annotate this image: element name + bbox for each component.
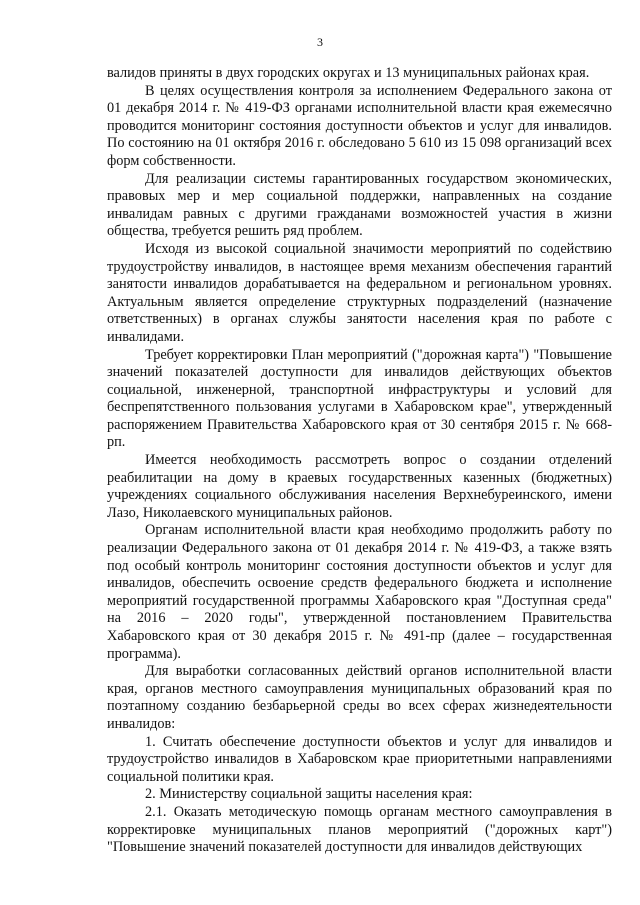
paragraph: 1. Считать обеспечение доступности объектов и услуг для инвалидов и трудоустройство инвалидов в Хабаровском крае приоритетными направлениями социальной политики края.: [107, 733, 612, 785]
paragraph: Требует корректировки План мероприятий ("дорожная карта") "Повышение значений показателей доступности для инвалидов действующих объектов социальной, инженерной, транспортной инфраструктуры и условий для беспрепятственного пользования услугами в Хабаровском крае", утвержденный распоряжением Правительства Хабаровского края от 30 сентября 2015 г. № 668-рп.: [107, 346, 612, 451]
paragraph: Органам исполнительной власти края необходимо продолжить работу по реализации Федерального закона от 01 декабря 2014 г. № 419-ФЗ, а также взять под особый контроль мониторинг состояния доступности объектов и услуг для инвалидов, обеспечить освоение средств федерального бюджета и исполнение мероприятий государственной программы Хабаровского края "Доступная среда" на 2016 – 2020 годы", утвержденной постановлением Правительства Хабаровского края от 30 декабря 2015 г. № 491-пр (далее – государственная программа).: [107, 522, 612, 662]
document-body: [107, 65, 612, 857]
paragraph: Имеется необходимость рассмотреть вопрос о создании отделений реабилитации на дому в краевых государственных казенных (бюджетных) учреждениях социального обслуживания населения Верхнебуреинского, имени Лазо, Николаевского муниципальных районов.: [107, 452, 612, 521]
page-number: 3: [317, 35, 323, 49]
paragraph: Исходя из высокой социальной значимости мероприятий по содействию трудоустройству инвалидов, в настоящее время механизм обеспечения гарантий занятости инвалидов дорабатывается на федеральном и региональном уровнях. Актуальным является определение структурных подразделений (назначение ответственных) в органах службы занятости населения края по работе с инвалидами.: [107, 240, 612, 345]
paragraph: Для выработки согласованных действий органов исполнительной власти края, органов местного самоуправления муниципальных образований края по поэтапному созданию безбарьерной среды во всех сферах жизнедеятельности инвалидов:: [107, 663, 612, 732]
paragraph: 2.1. Оказать методическую помощь органам местного самоуправления в корректировке муниципальных планов мероприятий ("дорожных карт") "Повышение значений показателей доступности для инвалидов действующих: [107, 803, 612, 856]
paragraph: Для реализации системы гарантированных государством экономических, правовых мер и мер социальной поддержки, направленных на создание инвалидам равных с другими гражданами возможностей участия в жизни общества, требуется решить ряд проблем.: [107, 170, 612, 240]
paragraph: 2. Министерству социальной защиты населения края:: [145, 786, 473, 803]
paragraph: валидов приняты в двух городских округах и 13 муниципальных районах края.: [107, 65, 590, 81]
paragraph: В целях осуществления контроля за исполнением Федерального закона от 01 декабря 2014 г. № 419-ФЗ органами исполнительной власти края ежемесячно проводится мониторинг состояния доступности объектов и услуг для инвалидов. По состоянию на 01 октября 2016 г. обследовано 5 610 из 15 098 организаций всех форм собственности.: [107, 82, 612, 169]
